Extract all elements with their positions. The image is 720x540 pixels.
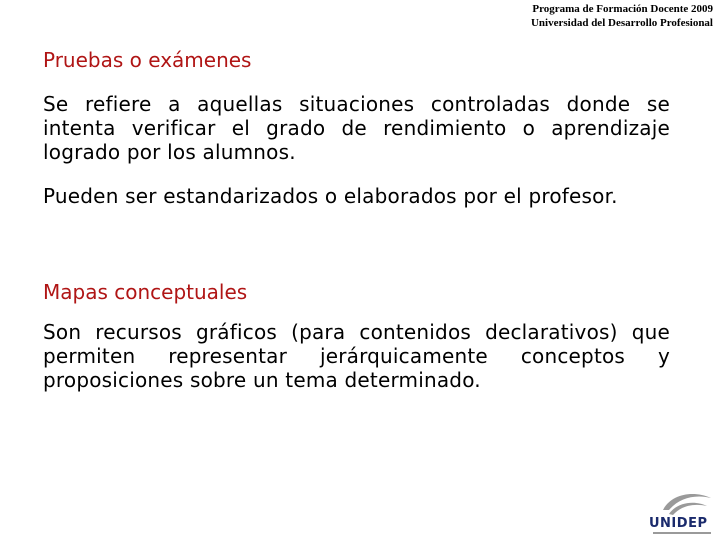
section-paragraph: Se refiere a aquellas situaciones controladas donde se intenta verificar el grado de rendimiento o aprendizaje logrado por los alumnos. (43, 92, 670, 164)
header-program-title: Programa de Formación Docente 2009 (532, 3, 713, 15)
section-pruebas (43, 48, 670, 208)
section-heading: Mapas conceptuales (43, 280, 248, 304)
logo-wordmark: UNIDEP (649, 516, 708, 531)
logo-subline (653, 532, 711, 534)
section-mapas (43, 280, 670, 392)
header-university-name: Universidad del Desarrollo Profesional (530, 17, 713, 29)
slide-header (531, 2, 713, 30)
logo-swoosh-icon (645, 488, 717, 518)
section-paragraph: Son recursos gráficos (para contenidos declarativos) que permiten representar jerárquicamente conceptos y proposiciones sobre un tema determinado. (43, 320, 670, 392)
section-paragraph: Pueden ser estandarizados o elaborados por el profesor. (43, 184, 618, 208)
unidep-logo (645, 488, 717, 538)
section-heading: Pruebas o exámenes (43, 48, 252, 72)
